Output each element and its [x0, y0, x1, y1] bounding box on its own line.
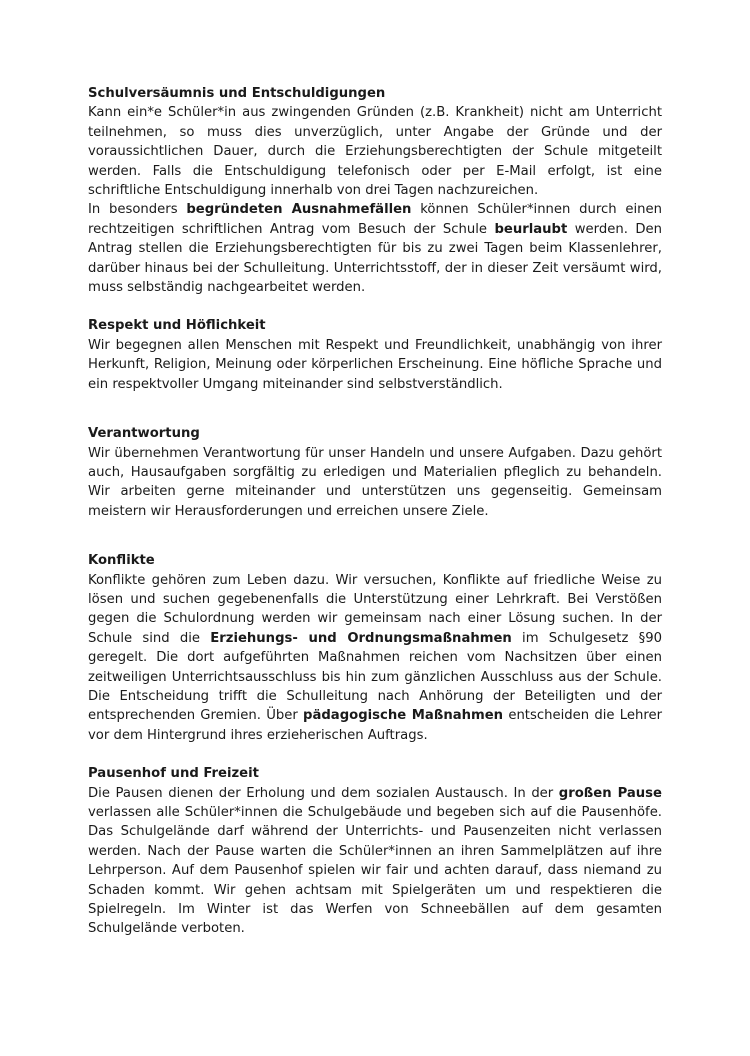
bold-run: großen Pause	[558, 785, 662, 801]
bold-run: beurlaubt	[494, 221, 568, 237]
bold-run: pädagogische Maßnahmen	[303, 708, 504, 724]
paragraph-responsibility: Wir übernehmen Verantwortung für unser Handeln und unsere Aufgaben. Dazu gehört auch, Hausaufgaben sorgfältig zu erledigen und Materialien pfleglich zu behandeln. Wir arbeiten gerne miteinander und unterstützen uns gegenseitig. Gemeinsam meistern wir Herausforderungen und erreichen unsere Ziele.	[88, 445, 662, 519]
text-run: können Schüler*innen durch einen rechtzeitigen schriftlichen Antrag vom Besuch der Schule	[88, 202, 662, 237]
text-run: In besonders	[88, 202, 187, 218]
section-heading-conflicts: Konflikte	[88, 553, 155, 569]
text-run: verlassen alle Schüler*innen die Schulgebäude und begeben sich auf die Pausenhöfe. Das Schulgelände darf während der Unterrichts- und Pausenzeiten nicht verlassen werden. Nach der Pause warten die Schüler*innen an ihren Sammelplätzen auf ihre Lehrperson. Auf dem Pausenhof spielen wir fair und achten darauf, dass niemand zu Schaden kommt. Wir gehen achtsam mit Spielgeräten um und respektieren die Spielregeln. Im Winter ist das Werfen von Schneebällen auf dem gesamten Schulgelände verboten.	[88, 805, 662, 937]
text-run: im Schulgesetz §90 geregelt. Die dort aufgeführten Maßnahmen reichen vom Nachsitzen über einen zeitweiligen Unterrichtsausschluss bis hin zum gänzlichen Ausschluss aus der Schule. Die Entscheidung trifft die Schulleitung nach Anhörung der Beteiligten und der entsprechenden Gremien. Über	[88, 630, 662, 724]
text-run: Konflikte gehören zum Leben dazu. Wir versuchen, Konflikte auf friedliche Weise zu lösen und suchen gegebenenfalls die Unterstützung einer Lehrkraft. Bei Verstößen gegen die Schulordnung werden wir gemeinsam nach einer Lösung suchen. In der Schule sind die	[88, 572, 662, 646]
section-spacer	[88, 745, 662, 764]
section-heading-breaks: Pausenhof und Freizeit	[88, 766, 259, 782]
text-run: werden. Den Antrag stellen die Erziehungsberechtigten für bis zu zwei Tagen beim Klassenlehrer, darüber hinaus bei der Schulleitung. Unterrichtsstoff, der in dieser Zeit versäumt wird, muss selbständig nachgearbeitet werden.	[88, 221, 662, 296]
paragraph-conflicts	[88, 571, 662, 746]
section-responsibility	[88, 424, 662, 521]
text-run: entscheiden die Lehrer vor dem Hintergrund ihres erzieherischen Auftrags.	[88, 708, 662, 743]
section-heading-responsibility: Verantwortung	[88, 426, 200, 442]
text-run: Die Pausen dienen der Erholung und dem sozialen Austausch. In der	[88, 785, 559, 801]
paragraph-absence-notice: Kann ein*e Schüler*in aus zwingenden Gründen (z.B. Krankheit) nicht am Unterricht teilnehmen, so muss dies unverzüglich, unter Angabe der Gründe und der voraussichtlichen Dauer, durch die Erziehungsberechtigten der Schule mitgeteilt werden. Falls die Entschuldigung telefonisch oder per E-Mail erfolgt, ist eine schriftliche Entschuldigung innerhalb von drei Tagen nachzureichen.	[88, 105, 662, 199]
section-conflicts	[88, 551, 662, 745]
section-heading-respect: Respekt und Höflichkeit	[88, 318, 266, 334]
paragraph-respect: Wir begegnen allen Menschen mit Respekt und Freundlichkeit, unabhängig von ihrer Herkunft, Religion, Meinung oder körperlichen Erscheinung. Eine höfliche Sprache und ein respektvoller Umgang miteinander sind selbstverständlich.	[88, 337, 662, 392]
bold-run: Erziehungs- und Ordnungsmaßnahmen	[210, 630, 512, 646]
section-spacer	[88, 297, 662, 316]
section-breaks	[88, 764, 662, 939]
bold-run: begründeten Ausnahmefällen	[186, 202, 412, 218]
paragraph-breaks	[88, 784, 662, 939]
section-absence	[88, 84, 662, 297]
section-spacer	[88, 394, 662, 424]
section-spacer	[88, 521, 662, 551]
paragraph-absence-leave	[88, 200, 662, 297]
section-respect	[88, 316, 662, 394]
section-heading-absence: Schulversäumnis und Entschuldigungen	[88, 86, 386, 101]
